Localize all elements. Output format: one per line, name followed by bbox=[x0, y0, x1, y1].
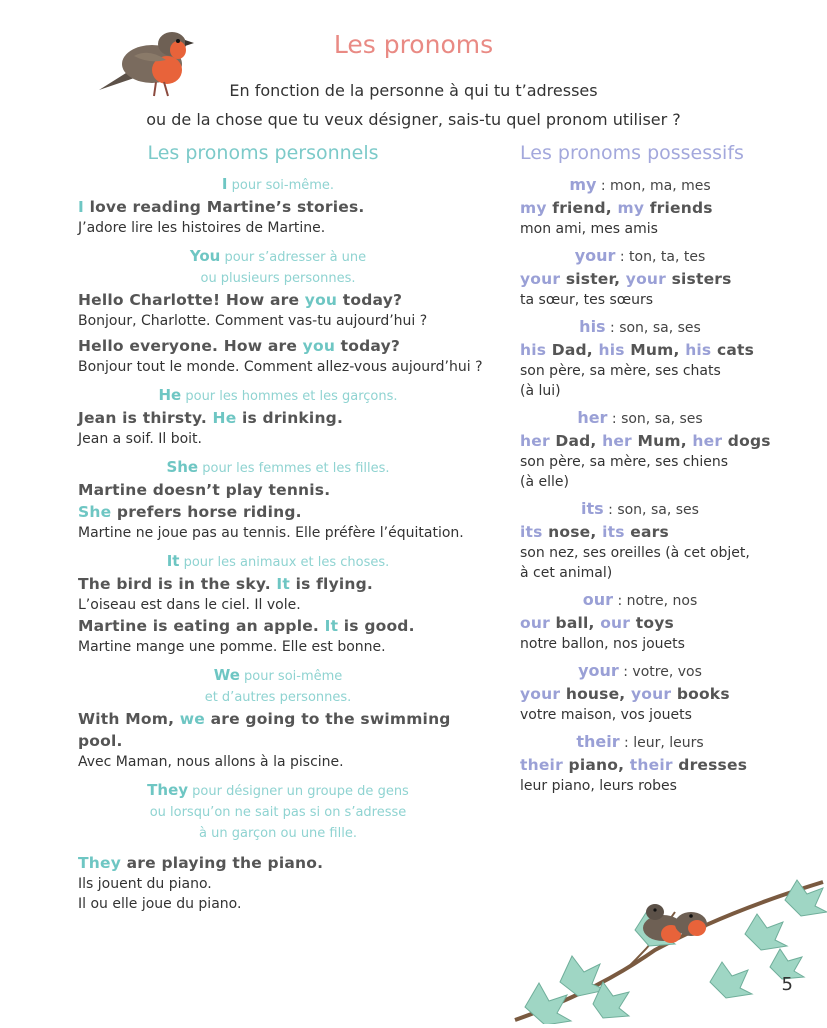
example-text: Jean is thirsty. bbox=[78, 409, 213, 427]
example-text: With Mom, bbox=[78, 710, 180, 728]
pronoun-note-text: à un garçon ou une fille. bbox=[199, 826, 357, 841]
example-french: L’oiseau est dans le ciel. Il vole. bbox=[78, 597, 301, 613]
example-keyword: your bbox=[625, 270, 667, 288]
translation-text: : son, sa, ses bbox=[603, 502, 699, 518]
translation-text: : notre, nos bbox=[613, 593, 698, 609]
pronoun-keyword: He bbox=[158, 386, 182, 404]
personal-pronouns-column bbox=[78, 142, 488, 914]
personal-pronouns-heading: Les pronoms personnels bbox=[147, 142, 379, 164]
example-french: Bonjour tout le monde. Comment allez-vous aujourd’hui ? bbox=[78, 359, 483, 375]
pronoun-note-i bbox=[78, 174, 478, 196]
example-french: votre maison, vos jouets bbox=[520, 707, 692, 723]
example-keyword: you bbox=[304, 291, 338, 309]
example-french: mon ami, mes amis bbox=[520, 221, 658, 237]
page-title: Les pronoms bbox=[333, 30, 494, 59]
possessive-translation bbox=[520, 245, 760, 268]
example-french: ta sœur, tes sœurs bbox=[520, 292, 654, 308]
example-english bbox=[78, 335, 488, 357]
example-text: today? bbox=[337, 291, 403, 309]
possessive-pronouns-heading: Les pronoms possessifs bbox=[520, 142, 744, 164]
example-keyword: his bbox=[520, 341, 547, 359]
possessive-item bbox=[520, 731, 820, 796]
pronoun-note-text: pour les hommes et les garçons. bbox=[181, 389, 398, 404]
possessive-item bbox=[520, 498, 820, 583]
example-keyword: its bbox=[520, 523, 543, 541]
possessive-item bbox=[520, 316, 820, 401]
example-french: Martine mange une pomme. Elle est bonne. bbox=[78, 639, 386, 655]
example-french: son père, sa mère, ses chiens bbox=[520, 454, 729, 470]
example-keyword: I bbox=[78, 198, 84, 216]
example-english bbox=[520, 197, 820, 219]
example-text: nose, bbox=[542, 523, 603, 541]
example-text: Martine is eating an apple. bbox=[78, 617, 325, 635]
example-keyword: They bbox=[78, 854, 122, 872]
possessive-translation bbox=[520, 407, 760, 430]
pronoun-keyword: your bbox=[574, 246, 616, 265]
pronoun-note-text: et d’autres personnes. bbox=[204, 690, 352, 705]
possessive-item bbox=[520, 245, 820, 310]
translation-text: : leur, leurs bbox=[619, 735, 704, 751]
example-text: friend, bbox=[546, 199, 618, 217]
pronoun-keyword: her bbox=[577, 408, 608, 427]
pronoun-note-text: pour soi-même. bbox=[227, 178, 335, 193]
intro-text bbox=[0, 76, 827, 134]
possessive-translation bbox=[520, 498, 760, 521]
translation-text: : ton, ta, tes bbox=[615, 249, 706, 265]
translation-text: : son, sa, ses bbox=[607, 411, 703, 427]
example-french: son père, sa mère, ses chats bbox=[520, 363, 721, 379]
example-english bbox=[78, 407, 488, 429]
possessive-translation bbox=[520, 660, 760, 683]
example-french: son nez, ses oreilles (à cet objet, bbox=[520, 545, 750, 561]
example-text: dresses bbox=[672, 756, 748, 774]
example-french: à cet animal) bbox=[520, 565, 613, 581]
possessive-translation bbox=[520, 731, 760, 754]
example-text: are going to the swimming pool. bbox=[78, 710, 451, 750]
translation-text: : mon, ma, mes bbox=[596, 178, 711, 194]
pronoun-note-text: pour les femmes et les filles. bbox=[198, 461, 390, 476]
example-text: ball, bbox=[549, 614, 601, 632]
example-text: prefers horse riding. bbox=[111, 503, 302, 521]
example-french: Bonjour, Charlotte. Comment vas-tu aujourd’hui ? bbox=[78, 313, 428, 329]
example-keyword: She bbox=[78, 503, 112, 521]
example-text: is drinking. bbox=[236, 409, 344, 427]
example-english bbox=[520, 521, 820, 543]
example-english bbox=[520, 430, 820, 452]
example-text: books bbox=[671, 685, 730, 703]
example-text: friends bbox=[644, 199, 713, 217]
example-english bbox=[520, 268, 820, 290]
pronoun-keyword: I bbox=[221, 175, 228, 193]
example-text: sister, bbox=[560, 270, 626, 288]
example-keyword: your bbox=[520, 270, 561, 288]
example-english: Martine doesn’t play tennis. bbox=[78, 481, 331, 499]
pronoun-keyword: She bbox=[166, 458, 199, 476]
example-text: Dad, bbox=[546, 341, 599, 359]
pronoun-keyword: his bbox=[579, 317, 606, 336]
pronoun-note-she bbox=[78, 457, 478, 479]
example-keyword: her bbox=[520, 432, 550, 450]
example-text: piano, bbox=[562, 756, 630, 774]
example-english bbox=[78, 196, 488, 218]
page-number: 5 bbox=[781, 974, 793, 995]
example-keyword: their bbox=[629, 756, 673, 774]
possessive-item bbox=[520, 589, 820, 654]
example-keyword: He bbox=[212, 409, 237, 427]
possessive-translation bbox=[520, 174, 760, 197]
possessive-item bbox=[520, 660, 820, 725]
translation-text: : son, sa, ses bbox=[605, 320, 701, 336]
example-french: notre ballon, nos jouets bbox=[520, 636, 685, 652]
example-text: Dad, bbox=[549, 432, 603, 450]
pronoun-keyword: We bbox=[213, 666, 240, 684]
pronoun-keyword: its bbox=[581, 499, 604, 518]
example-text: cats bbox=[711, 341, 755, 359]
example-keyword: her bbox=[602, 432, 632, 450]
example-keyword: our bbox=[600, 614, 631, 632]
possessive-item bbox=[520, 407, 820, 492]
possessive-translation bbox=[520, 589, 760, 612]
example-text: Mum, bbox=[624, 341, 686, 359]
example-text: The bird is in the sky. bbox=[78, 575, 277, 593]
pronoun-note-text: pour s’adresser à une bbox=[220, 250, 367, 265]
example-keyword: its bbox=[602, 523, 625, 541]
example-keyword: you bbox=[302, 337, 336, 355]
pronoun-note-text: ou plusieurs personnes. bbox=[200, 271, 356, 286]
pronoun-note-text: pour désigner un groupe de gens bbox=[188, 784, 409, 799]
example-english bbox=[78, 708, 488, 752]
example-keyword: her bbox=[692, 432, 723, 450]
possessive-item bbox=[520, 174, 820, 239]
example-french: J’adore lire les histoires de Martine. bbox=[78, 220, 326, 236]
example-english bbox=[520, 612, 820, 634]
example-english bbox=[520, 683, 820, 705]
pronoun-note-text: pour soi-même bbox=[239, 669, 343, 684]
possessive-list bbox=[520, 174, 820, 796]
pronoun-keyword: your bbox=[578, 661, 619, 680]
pronoun-keyword: It bbox=[166, 552, 180, 570]
example-text: today? bbox=[335, 337, 401, 355]
example-keyword: your bbox=[520, 685, 561, 703]
example-english bbox=[520, 339, 820, 361]
example-english bbox=[78, 501, 488, 523]
pronoun-note-it bbox=[78, 551, 478, 573]
example-english bbox=[78, 573, 488, 595]
example-text: Hello everyone. How are bbox=[78, 337, 303, 355]
example-keyword: It bbox=[324, 617, 339, 635]
pronoun-note-they bbox=[78, 780, 478, 844]
pronoun-keyword: You bbox=[189, 247, 221, 265]
example-text: Mum, bbox=[631, 432, 693, 450]
example-keyword: my bbox=[520, 199, 547, 217]
example-text: are playing the piano. bbox=[121, 854, 324, 872]
example-french: Jean a soif. Il boit. bbox=[78, 431, 202, 447]
example-keyword: their bbox=[520, 756, 563, 774]
pronoun-note-he bbox=[78, 385, 478, 407]
example-keyword: my bbox=[617, 199, 645, 217]
example-french: Avec Maman, nous allons à la piscine. bbox=[78, 754, 344, 770]
pronoun-note-text: pour les animaux et les choses. bbox=[179, 555, 390, 570]
example-keyword: your bbox=[630, 685, 672, 703]
example-text: dogs bbox=[722, 432, 771, 450]
example-english bbox=[78, 852, 488, 874]
pronoun-note-you bbox=[78, 246, 478, 289]
example-english bbox=[78, 615, 488, 637]
example-english bbox=[78, 289, 488, 311]
example-french: Ils jouent du piano. bbox=[78, 876, 212, 892]
example-text: love reading Martine’s stories. bbox=[83, 198, 365, 216]
pronoun-keyword: They bbox=[147, 781, 189, 799]
example-french: Martine ne joue pas au tennis. Elle préfère l’équitation. bbox=[78, 525, 464, 541]
robins-on-branch-illustration bbox=[505, 872, 827, 1028]
example-text: Hello Charlotte! How are bbox=[78, 291, 305, 309]
example-french: Il ou elle joue du piano. bbox=[78, 896, 242, 912]
pronoun-note-text: ou lorsqu’on ne sait pas si on s’adresse bbox=[149, 805, 407, 820]
pronoun-keyword: their bbox=[576, 732, 620, 751]
example-text: ears bbox=[624, 523, 669, 541]
example-text: is flying. bbox=[289, 575, 374, 593]
possessive-translation bbox=[520, 316, 760, 339]
example-keyword: his bbox=[685, 341, 712, 359]
pronoun-keyword: our bbox=[582, 590, 614, 609]
intro-line-1: En fonction de la personne à qui tu t’adresses bbox=[229, 81, 598, 100]
pronoun-keyword: my bbox=[569, 175, 597, 194]
example-french: (à lui) bbox=[520, 383, 561, 399]
example-keyword: his bbox=[598, 341, 625, 359]
possessive-pronouns-column bbox=[520, 142, 820, 802]
example-english bbox=[520, 754, 820, 776]
translation-text: : votre, vos bbox=[618, 664, 702, 680]
pronoun-note-we bbox=[78, 665, 478, 708]
example-french: (à elle) bbox=[520, 474, 569, 490]
example-keyword: It bbox=[276, 575, 290, 593]
example-text: toys bbox=[630, 614, 674, 632]
example-keyword: we bbox=[179, 710, 205, 728]
example-text: is good. bbox=[338, 617, 415, 635]
intro-line-2: ou de la chose que tu veux désigner, sais-tu quel pronom utiliser ? bbox=[146, 110, 681, 129]
example-french: leur piano, leurs robes bbox=[520, 778, 677, 794]
example-keyword: our bbox=[520, 614, 550, 632]
example-text: house, bbox=[560, 685, 631, 703]
example-text: sisters bbox=[666, 270, 732, 288]
